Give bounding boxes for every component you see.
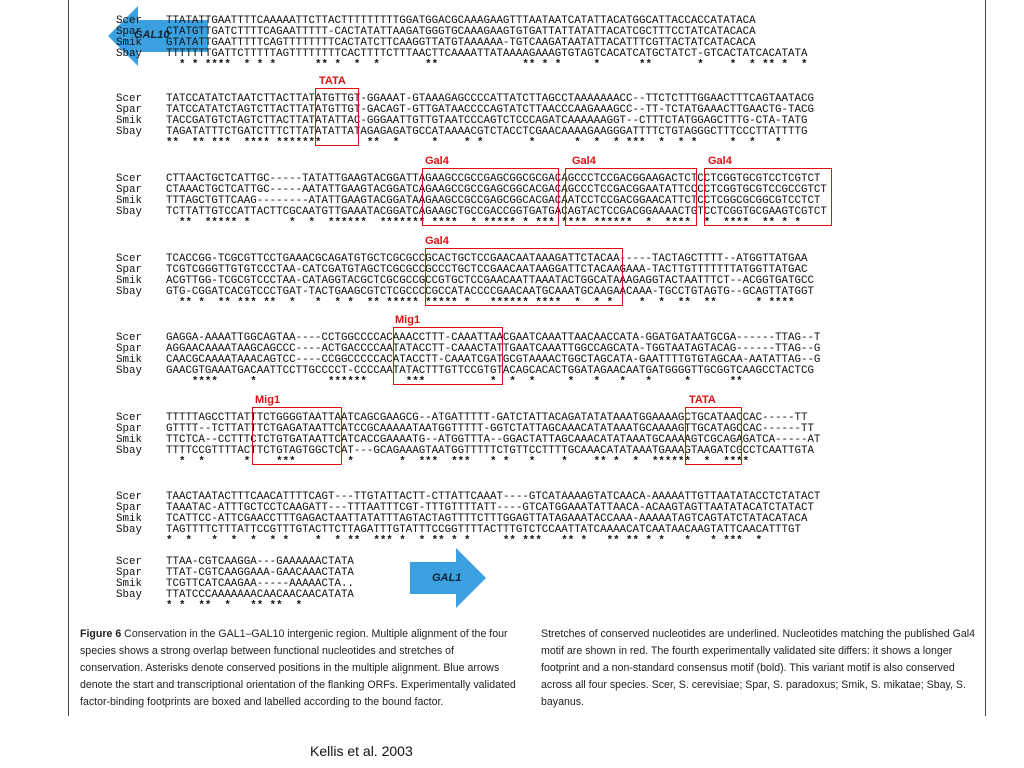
- gal1-label: GAL1: [432, 572, 462, 584]
- motif-label-gal4-c: Gal4: [708, 155, 732, 167]
- figure-caption: [80, 626, 980, 711]
- motif-label-gal4-d: Gal4: [425, 235, 449, 247]
- sequence: TAACTAATACTTTCAACATTTTCAGT---TTGTATTACTT-CTTATTCAAAT----GTCATAAAAGTATCAACA-AAAAATTGTTAATATACCTCTATACT: [166, 491, 821, 503]
- species-label: Sbay: [116, 524, 142, 536]
- species-label: Sbay: [116, 126, 142, 138]
- species-label: Smik: [116, 115, 142, 127]
- species-label: Scer: [116, 556, 142, 568]
- conservation-row: [116, 377, 820, 388]
- species-label: Scer: [116, 491, 142, 503]
- species-label: Sbay: [116, 365, 142, 377]
- species-label: Spar: [116, 567, 142, 579]
- conservation-stars: * * **** * * * ** * * * ** ** * * * ** * * * ** * *: [166, 59, 808, 71]
- species-label: Sbay: [116, 589, 142, 601]
- alignment-block: [116, 94, 814, 149]
- motif-label-tata2: TATA: [689, 394, 716, 406]
- species-label: Sbay: [116, 286, 142, 298]
- species-label: Spar: [116, 343, 142, 355]
- sequence: TCGTTCATCAAGAA-----AAAAACTA..: [166, 578, 354, 590]
- species-label: Spar: [116, 26, 142, 38]
- sequence: GTATATTGAATTTTTCAGTTTTTTTTCACTATCTTCAAGGTTATGTAAAAAA-TGTCAAGATAATATTACATTTCGTTACTATCATACACA: [166, 37, 756, 49]
- species-label: Smik: [116, 354, 142, 366]
- sequence: GTTTT--TCTTATTTCTGAGATAATTCATCCGCAAAAATAATGGTTTTT-GGTCTATTAGCAAACATATAAATGCAAAAGTTGCATAGCCAC------TT: [166, 423, 814, 435]
- motif-label-gal4-b: Gal4: [572, 155, 596, 167]
- sequence: TTAA-CGTCAAGGA---GAAAAAACTATA: [166, 556, 354, 568]
- conservation-stars: ** * ** *** ** * * * * ** ***** ***** * ****** **** * * * * * ** ** * ****: [166, 297, 795, 309]
- citation-footer: Kellis et al. 2003: [310, 743, 413, 759]
- alignment-block: [116, 254, 814, 309]
- sequence: AGGAACAAAATAAGCAGCCC----ACTGACCCCAATATACCTT-CAAACTATTGAATCAAATTGGCCAGCATA-TGGTAATAGTACAG------TTAG--G: [166, 343, 821, 355]
- sequence: GAACGTGAAATGACAATTCCTTGCCCCT-CCCCAATATACTTTGTTCCGTGTACAGCACACTGGATAGAACAATGATGGGGTTGCGGTCAAGCCTACTCG: [166, 365, 814, 377]
- sequence: TTAT-CGTCAAGGAAA-GAACAAACTATA: [166, 567, 354, 579]
- sequence: TCACCGG-TCGCGTTCCTGAAACGCAGATGTGCTCGCGCCGCACTGCTCCGAACAATAAAGATTCTACAA-----TACTAGCTTTT--ATGGTTATGAA: [166, 253, 808, 265]
- sequence: CTATGTTGATCTTTTCAGAATTTTT-CACTATATTAAGATGGGTGCAAAGAAGTGTGATTATTATATTACATCGCTTTCCTATCATACACA: [166, 26, 756, 38]
- conservation-row: [116, 138, 814, 149]
- conservation-stars: ** ***** * * * ****** ******* **** * ***** * *** **** ****** * **** * **** ** * *: [166, 217, 801, 229]
- gal10-label: GAL10: [134, 29, 170, 41]
- alignment-block: [116, 492, 820, 547]
- alignment-block: [116, 557, 354, 612]
- sequence: CAACGCAAAATAAACAGTCC----CCGGCCCCCACATACCTT-CAAATCGATGCGTAAAACTGGCTAGCATA-GAATTTTGTGTAGCAA-AATATTAG--G: [166, 354, 821, 366]
- species-label: Smik: [116, 37, 142, 49]
- species-label: Spar: [116, 423, 142, 435]
- sequence: TCGTCGGGTTGTGTCCCTAA-CATCGATGTAGCTCGCGCCGCCCTGCTCCGAACAATAAGGATTCTACAAGAAA-TACTTGTTTTTTTATGGTTATGAC: [166, 264, 808, 276]
- motif-label-mig1-a: Mig1: [395, 314, 421, 326]
- alignment-block: [116, 16, 807, 71]
- figure-panel: [68, 0, 986, 716]
- species-label: Sbay: [116, 48, 142, 60]
- conservation-row: [116, 60, 807, 71]
- sequence: TTTTTAGCCTTATTTCTGGGGTAATTAATCAGCGAAGCG--ATGATTTTT-GATCTATTACAGATATATAAATGGAAAAGCTGCATAACCAC-----TT: [166, 412, 808, 424]
- species-label: Scer: [116, 332, 142, 344]
- species-label: Smik: [116, 434, 142, 446]
- sequence: TTTTCCGTTTTACTTCTGTAGTGGCTCAT---GCAGAAAGTAATGGTTTTTCTGTTCCTTTTGCAAACATATAAATGAAAGTAAGATCGCCTCAATTGTA: [166, 445, 814, 457]
- species-label: Spar: [116, 184, 142, 196]
- species-label: Scer: [116, 253, 142, 265]
- species-label: Sbay: [116, 445, 142, 457]
- species-label: Smik: [116, 578, 142, 590]
- sequence: CTTAACTGCTCATTGC-----TATATTGAAGTACGGATTAGAAGCCGCCGAGCGGCGCGACAGCCCTCCGACGGAAGACTCTCCTCGGTGCGTCCTCGTCT: [166, 173, 821, 185]
- conservation-stars: * * ** * ** ** *: [166, 600, 303, 612]
- figure-number: Figure 6: [80, 628, 122, 640]
- conservation-row: [116, 298, 814, 309]
- sequence: TACCGATGTCTAGTCTTACTTATATATTAC-GGGAATTGTTGTAATCCCAGTCTCCCAGATCAAAAAAGGT--CTTTCTATGGAGCTTTG-CTA-TATG: [166, 115, 808, 127]
- motif-label-gal4-a: Gal4: [425, 155, 449, 167]
- alignment-block: [116, 333, 820, 388]
- sequence: TTATCCCAAAAAAACAACAACAACATATA: [166, 589, 354, 601]
- species-label: Sbay: [116, 206, 142, 218]
- alignment-block: [116, 413, 820, 468]
- sequence: TTATATTGAATTTTCAAAAATTCTTACTTTTTTTTTGGATGGACGCAAAGAAGTTTAATAATCATATTACATGGCATTACCACCATATACA: [166, 15, 756, 27]
- alignment-block: [116, 174, 827, 229]
- sequence: ACGTTGG-TCGCGTCCCTAA-CATAGGTACGCTCGCGCCGCCGTGCTCCGAACAATTAAATACTGGCATAAAGAGGTACTAATTTCT--ACGGTGATGCC: [166, 275, 814, 287]
- sequence: TATCCATATCTAGTCTTACTTATATGTTGT-GACAGT-GTTGATAACCCCAGTATCTTAACCCAAGAAAGCC--TT-TCTATGAAACTTGAACTG-TACG: [166, 104, 814, 116]
- conservation-stars: * * * * * * * * * ** *** * * ** * * ** *** ** * ** ** * * * * *** *: [166, 535, 763, 547]
- sequence: TTTAGCTGTTCAAG--------ATATTGAAGTACGGATAAGAAGCCGCCGAGCGGCACGACAATCCTCCGACGGAACATTCTCCTCGGCGCGGCGTCCTCT: [166, 195, 821, 207]
- sequence: TAAATAC-ATTTGCTCCTCAAGATT---TTTAATTTCGT-TTTGTTTTATT----GTCATGGAAATATTAACA-ACAAGTAGTTAATATACATCTATACT: [166, 502, 814, 514]
- conservation-stars: ** ** *** **** ******* ** * * * * * * * * *** * * * * * *: [166, 137, 782, 149]
- species-label: Scer: [116, 173, 142, 185]
- species-label: Spar: [116, 502, 142, 514]
- motif-label-tata1: TATA: [319, 75, 346, 87]
- species-label: Smik: [116, 513, 142, 525]
- sequence: TTTTTTTGATTCTTTTTAGTTTTTTTTCACTTTTCTTTAACTTCAAAATTATAAAAGAAAGTGTAGTCACATCATGCTATCT-GTCACTATCACATATA: [166, 48, 808, 60]
- species-label: Scer: [116, 412, 142, 424]
- caption-left-text: Conservation in the GAL1–GAL10 intergenic region. Multiple alignment of the four species shows a strong overlap between functional nucleotides and stretches of conservation. Asterisks denote conserved positions in the multiple alignment. Blue arrows denote the start and transcriptional orientation of the flanking ORFs. Experimentally validated factor-binding footprints are boxed and labelled according to the bound factor.: [80, 628, 516, 708]
- sequence: TAGTTTTCTTTATTCCGTTTGTACTTCTTAGATTTGTATTTCCGGTTTTACTTTGTCTCCAATTATCAAAACATCAATAACAAGTATTCAACATTTGT: [166, 524, 801, 536]
- species-label: Scer: [116, 15, 142, 27]
- motif-label-mig1-b: Mig1: [255, 394, 281, 406]
- species-label: Smik: [116, 275, 142, 287]
- species-label: Spar: [116, 264, 142, 276]
- sequence: GAGGA-AAAATTGGCAGTAA----CCTGGCCCCACAAACCTTT-CAAATTAACGAATCAAATTAACAACCATA-GGATGATAATGCGA------TTAG--T: [166, 332, 821, 344]
- sequence: GTG-CGGATCACGTCCCTGAT-TACTGAAGCGTCTCGCCCCGCCATACCCCGAACAATGCAAATGCAAGAACAAA-TGCCTGTAGTG--GCAGTTATGGT: [166, 286, 814, 298]
- sequence: CTAAACTGCTCATTGC-----AATATTGAAGTACGGATCAGAAGCCGCCGAGCGGCACGACAGCCCTCCGACGGAATATTCCCCTCGGTGCGTCCGCCGTCT: [166, 184, 827, 196]
- species-label: Scer: [116, 93, 142, 105]
- sequence: TCTTATTGTCCATTACTTCGCAATGTTGAAATACGGATCAGAAGCTGCCGACCGGTGATGACAGTACTCCGACGGAAAACTGTCCTCGGTGCGAAGTCGTCT: [166, 206, 827, 218]
- species-label: Spar: [116, 104, 142, 116]
- sequence: TTCTCA--CCTTTCTCTGTGATAATTCATCACCGAAAATG--ATGGTTTA--GGACTATTAGCAAACATATAAATGCAAAAGTCGCAGAGATCA-----AT: [166, 434, 821, 446]
- sequence: TCATTCC-ATTCGAACCTTTGAGACTAATTATATTTAGTACTAGTTTTCTTTGGAGTTATAGAAATACCAAA-AAAAATAGTCAGTATCTATACATACA: [166, 513, 808, 525]
- conservation-row: [116, 601, 354, 612]
- conservation-stars: **** * ****** *** * * * * * * * * **: [166, 376, 743, 388]
- conservation-row: [116, 457, 820, 468]
- conservation-row: [116, 218, 827, 229]
- sequence: TATCCATATCTAATCTTACTTATATGTTGT-GGAAAT-GTAAAGAGCCCCATTATCTTAGCCTAAAAAAACC--TTCTCTTTGGAACTTTCAGTAATACG: [166, 93, 814, 105]
- conservation-stars: * * * *** * * *** *** * * * * ** * * ****** * ****: [166, 456, 750, 468]
- caption-left: [80, 626, 519, 711]
- sequence: TAGATATTTCTGATCTTTCTTATATATTATAGAGAGATGCCATAAAACGTCTACCTCGAACAAAAGAAGGGATTTTCTGTAGGGCTTTCCCTTATTTTG: [166, 126, 808, 138]
- caption-right: Stretches of conserved nucleotides are underlined. Nucleotides matching the published Gal4 motif are shown in red. The fourth experimentally validated site differs: it shows a longer footprint and a non-standard consensus motif (bold). This variant motif is also conserved across all four species. Scer, S. cerevisiae; Spar, S. paradoxus; Smik, S. mikatae; Sbay, S. bayanus.: [541, 628, 976, 708]
- species-label: Smik: [116, 195, 142, 207]
